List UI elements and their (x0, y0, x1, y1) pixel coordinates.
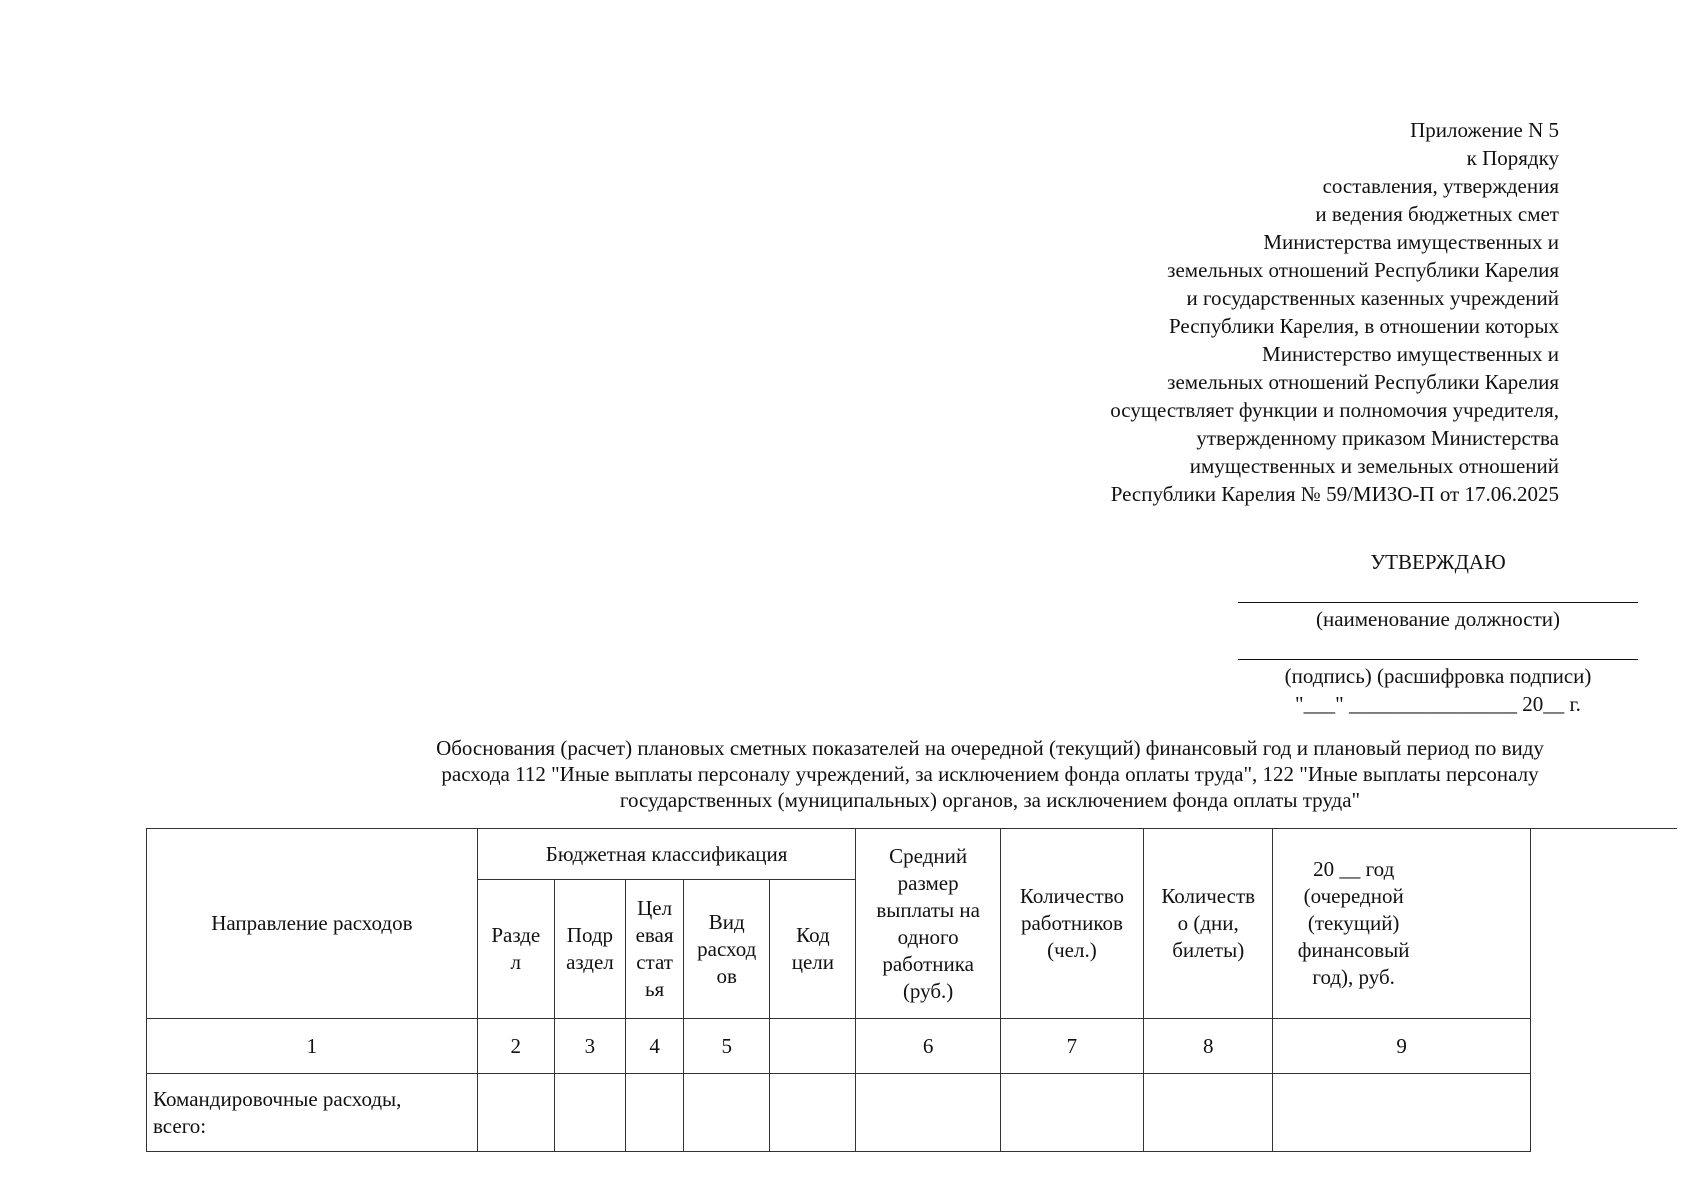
header-workers-count: Количество работников (чел.) (1000, 829, 1143, 1019)
appendix-block (839, 116, 1559, 508)
budget-table (146, 828, 1531, 1152)
signature-caption: (подпись) (расшифровка подписи) (1284, 664, 1592, 688)
column-number: 6 (856, 1019, 1000, 1074)
column-number: 5 (684, 1019, 770, 1074)
appendix-line: земельных отношений Республики Карелия (1167, 370, 1559, 394)
header-budget-classification: Бюджетная классификация (477, 829, 856, 880)
header-target-article: Цел евая стат ья (626, 880, 684, 1019)
appendix-line: и ведения бюджетных смет (1315, 202, 1559, 226)
row-workers-count (1000, 1074, 1143, 1152)
appendix-line: к Порядку (1466, 146, 1559, 170)
header-average-payment: Средний размер выплаты на одного работника (руб.) (856, 829, 1000, 1019)
signature-line (1238, 659, 1638, 660)
row-section (477, 1074, 554, 1152)
column-number: 9 (1273, 1019, 1531, 1074)
header-year-total: 20 __ год (очередной (текущий) финансовый год), руб. (1273, 829, 1531, 1019)
approval-title: УТВЕРЖДАЮ (1370, 550, 1506, 574)
approval-block (1238, 548, 1638, 718)
heading-line: расхода 112 "Иные выплаты персоналу учреждений, за исключением фонда оплаты труда", 122 "Иные выплаты персоналу (441, 762, 1539, 786)
column-number: 7 (1000, 1019, 1143, 1074)
approval-date: "___" ________________ 20__ г. (1295, 692, 1581, 716)
appendix-line: Республики Карелия, в отношении которых (1169, 314, 1559, 338)
appendix-line: и государственных казенных учреждений (1186, 286, 1559, 310)
table-top-extension-line (1531, 828, 1677, 829)
appendix-line: Приложение N 5 (1410, 118, 1559, 142)
row-purpose-code (770, 1074, 856, 1152)
row-expense-type (684, 1074, 770, 1152)
header-days-count: Количеств о (дни, билеты) (1144, 829, 1273, 1019)
row-direction: Командировочные расходы, всего: (147, 1074, 478, 1152)
appendix-line: составления, утверждения (1322, 174, 1559, 198)
header-direction: Направление расходов (147, 829, 478, 1019)
column-number (770, 1019, 856, 1074)
header-expense-type: Вид расход ов (684, 880, 770, 1019)
heading-line: государственных (муниципальных) органов, за исключением фонда оплаты труда" (619, 788, 1361, 812)
document-heading (340, 735, 1640, 813)
column-number: 8 (1144, 1019, 1273, 1074)
column-number: 3 (554, 1019, 625, 1074)
row-target-article (626, 1074, 684, 1152)
position-caption: (наименование должности) (1315, 607, 1561, 631)
appendix-line: Министерство имущественных и (1262, 342, 1559, 366)
appendix-line: осуществляет функции и полномочия учредителя, (1110, 398, 1559, 422)
appendix-line: утвержденному приказом Министерства (1196, 426, 1559, 450)
row-subsection (554, 1074, 625, 1152)
row-year-total (1273, 1074, 1531, 1152)
header-purpose-code: Код цели (770, 880, 856, 1019)
header-subsection: Подр аздел (554, 880, 625, 1019)
appendix-line: земельных отношений Республики Карелия (1167, 258, 1559, 282)
heading-line: Обоснования (расчет) плановых сметных показателей на очередной (текущий) финансовый год и плановый период по виду (436, 736, 1544, 760)
row-average-payment (856, 1074, 1000, 1152)
row-days-count (1144, 1074, 1273, 1152)
appendix-line: имущественных и земельных отношений (1189, 454, 1559, 478)
column-number: 2 (477, 1019, 554, 1074)
position-line (1238, 602, 1638, 603)
appendix-line: Министерства имущественных и (1263, 230, 1559, 254)
column-number: 1 (147, 1019, 478, 1074)
appendix-line: Республики Карелия № 59/МИЗО-П от 17.06.2025 (1110, 482, 1559, 506)
header-section: Разде л (477, 880, 554, 1019)
table-row (147, 1074, 1531, 1152)
column-number: 4 (626, 1019, 684, 1074)
